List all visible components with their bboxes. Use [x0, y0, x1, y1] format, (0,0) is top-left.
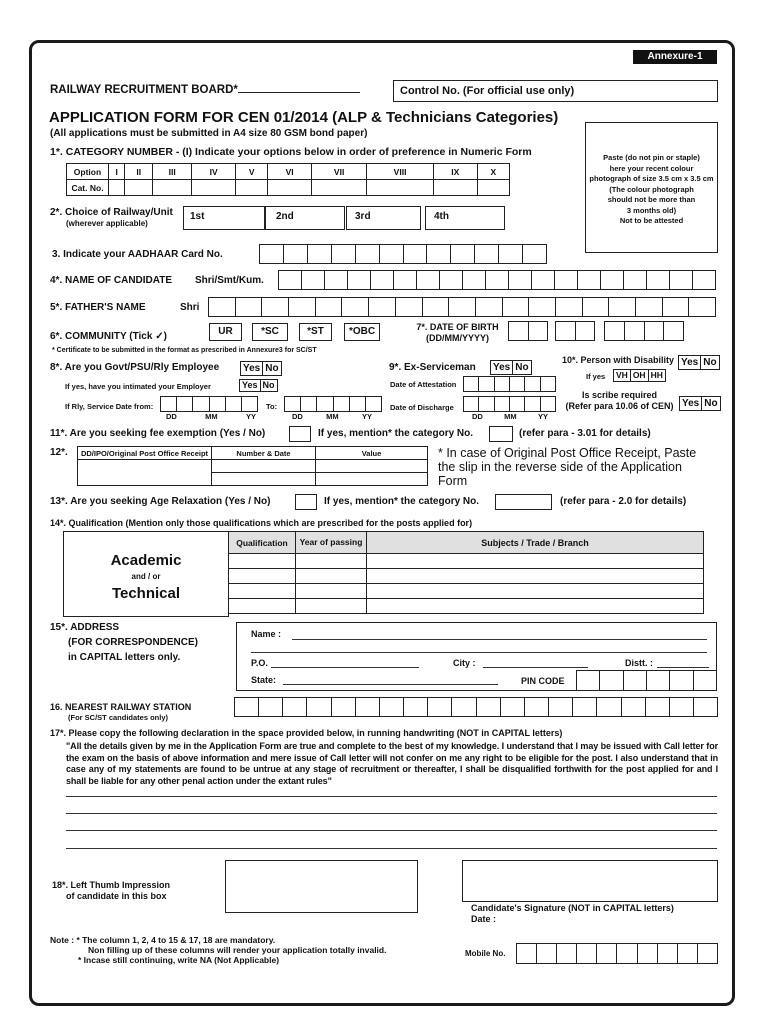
option-col: VII: [312, 164, 367, 180]
technical-title: Technical: [111, 585, 181, 602]
community-obc[interactable]: *OBC: [344, 323, 380, 341]
community-st[interactable]: *ST: [299, 323, 332, 341]
scribe-yes-no[interactable]: [679, 396, 721, 411]
payment-table: [77, 446, 428, 486]
q13-ref: (refer para - 2.0 for details): [560, 496, 687, 507]
intimated-yes-no[interactable]: [239, 379, 278, 392]
service-from-label: If Rly, Service Date from:: [65, 402, 154, 411]
po-line[interactable]: [271, 667, 419, 668]
community-sc[interactable]: *SC: [252, 323, 288, 341]
option-col: I: [109, 164, 125, 180]
and-or-text: and / or: [131, 572, 161, 581]
mobile-input[interactable]: [516, 943, 718, 964]
cat-no-cell[interactable]: [153, 180, 192, 196]
railway-choice-4[interactable]: 4th: [425, 206, 505, 230]
q10-label: 10*. Person with Disability: [562, 355, 675, 365]
no-option[interactable]: No: [704, 398, 718, 409]
col-header: Year of passing: [296, 532, 367, 554]
yes-option[interactable]: Yes: [491, 361, 513, 374]
railway-choice-1[interactable]: 1st: [183, 206, 265, 230]
q11-ref: (refer para - 3.01 for details): [519, 428, 651, 439]
discharge-date[interactable]: [463, 396, 556, 412]
qualification-cell[interactable]: [229, 599, 296, 614]
col-header: Qualification: [229, 532, 296, 554]
age-category-input[interactable]: [495, 494, 552, 510]
col-header: Subjects / Trade / Branch: [367, 532, 704, 554]
q3-label: 3. Indicate your AADHAAR Card No.: [52, 249, 223, 260]
declaration-line[interactable]: [66, 848, 717, 849]
academic-title: Academic: [110, 552, 182, 569]
hh-option[interactable]: HH: [650, 370, 663, 380]
thumb-impression-box[interactable]: [225, 860, 418, 913]
q14-label: 14*. Qualification (Mention only those qualifications which are prescribed for the posts applied for): [50, 518, 473, 528]
govt-employee-yes-no[interactable]: [240, 361, 282, 376]
q11-mention: If yes, mention* the category No.: [318, 428, 474, 439]
q13-label: 13*. Are you seeking Age Relaxation (Yes / No): [50, 496, 271, 507]
no-option[interactable]: No: [703, 357, 717, 368]
control-no-box: [393, 80, 718, 102]
pin-label: PIN CODE: [521, 676, 565, 686]
yes-option[interactable]: Yes: [240, 380, 261, 391]
address-line[interactable]: [251, 652, 707, 653]
year-cell[interactable]: [296, 569, 367, 584]
dob-month[interactable]: [555, 321, 595, 341]
declaration-line[interactable]: [66, 813, 717, 814]
cat-no-cell[interactable]: [109, 180, 125, 196]
receipt-cell[interactable]: [78, 460, 212, 486]
qualification-table: [228, 531, 704, 614]
cat-no-cell[interactable]: [312, 180, 367, 196]
qualification-cell[interactable]: [229, 584, 296, 599]
q12-note: * In case of Original Post Office Receipt, Paste the slip in the reverse side of the Application Form: [438, 446, 697, 488]
subject-cell[interactable]: [367, 569, 704, 584]
attestation-label: Date of Attestation: [390, 380, 457, 389]
subject-cell[interactable]: [367, 554, 704, 569]
disability-yes-no[interactable]: [678, 355, 720, 370]
control-no-label: Control No. (For official use only): [400, 85, 575, 97]
q16-sublabel: (For SC/ST candidates only): [68, 713, 169, 722]
dob-year[interactable]: [604, 321, 684, 341]
no-option[interactable]: No: [265, 363, 279, 374]
cat-no-header: Cat. No.: [67, 180, 109, 196]
qualification-cell[interactable]: [229, 569, 296, 584]
q2-sublabel: (wherever applicable): [66, 219, 148, 228]
city-label: City :: [453, 658, 476, 668]
note-1: Note : * The column 1, 2, 4 to 15 & 17, 18 are mandatory.: [50, 935, 276, 945]
cat-no-cell[interactable]: [477, 180, 509, 196]
option-col: V: [236, 164, 268, 180]
option-col: IV: [192, 164, 236, 180]
note-2: Non filling up of these columns will render your application totally invalid.: [88, 945, 387, 955]
yes-option[interactable]: Yes: [241, 362, 263, 375]
cat-no-cell[interactable]: [433, 180, 477, 196]
to-label: To:: [266, 402, 278, 411]
value-cell[interactable]: [316, 460, 428, 473]
year-cell[interactable]: [296, 584, 367, 599]
category-table: [66, 163, 510, 196]
q4-prefix: Shri/Smt/Kum.: [195, 275, 264, 286]
distt-line[interactable]: [657, 667, 709, 668]
declaration-line[interactable]: [66, 796, 717, 797]
yes-option[interactable]: Yes: [679, 356, 701, 369]
no-option[interactable]: No: [262, 380, 275, 390]
fee-category-input[interactable]: [489, 426, 513, 442]
discharge-format: DD MM YY: [472, 412, 548, 421]
signature-label: Candidate's Signature (NOT in CAPITAL letters): [471, 903, 674, 913]
declaration-text: "All the details given by me in the Application Form are true and complete to the best of my knowledge. I understand that I may be issued with Call letter for the exam on the basis of above information and mere issue of Call letter will not confer on me any right to be eligible for the post. I also understand that in case any of my statements are found to be untrue at any stage of recruitment or thereafter, I shall be disqualified forthwith for the post applied for and I shall be liable for any other penal action under the extant rules": [66, 741, 718, 786]
q18-label-1: 18*. Left Thumb Impression: [52, 880, 171, 890]
aadhaar-input[interactable]: [259, 244, 547, 264]
cat-no-cell[interactable]: [125, 180, 153, 196]
q5-prefix: Shri: [180, 302, 200, 313]
dob-day[interactable]: [508, 321, 548, 341]
q1-label: 1*. CATEGORY NUMBER - (I) Indicate your options below in order of preference in Numeric Form: [50, 146, 532, 158]
cat-no-cell[interactable]: [367, 180, 434, 196]
declaration-line[interactable]: [66, 830, 717, 831]
q11-label: 11*. Are you seeking fee exemption (Yes / No): [50, 428, 266, 439]
option-col: VIII: [367, 164, 434, 180]
fee-exemption-input[interactable]: [289, 426, 311, 442]
cat-no-cell[interactable]: [236, 180, 268, 196]
q13-mention: If yes, mention* the category No.: [324, 496, 480, 507]
community-ur[interactable]: UR: [209, 323, 242, 341]
q5-label: 5*. FATHER'S NAME: [50, 302, 146, 313]
cat-no-cell[interactable]: [268, 180, 312, 196]
vh-option[interactable]: VH: [614, 370, 631, 381]
q15-sub2: in CAPITAL letters only.: [68, 652, 181, 663]
col-header: Value: [316, 447, 428, 460]
year-cell[interactable]: [296, 554, 367, 569]
option-col: VI: [268, 164, 312, 180]
qualification-cell[interactable]: [229, 554, 296, 569]
distt-label: Distt. :: [625, 658, 653, 668]
service-to-date[interactable]: [284, 396, 382, 412]
q6-label: 6*. COMMUNITY (Tick ✓): [50, 331, 167, 342]
photo-instructions: Paste (do not pin or staple) here your recent colour photograph of size 3.5 cm x 3.5 cm (The colour photograph should not be more than 3 months old) Not to be attested: [589, 153, 714, 225]
q18-label-2: of candidate in this box: [66, 891, 167, 901]
col-header: DD/IPO/Original Post Office Receipt: [78, 447, 212, 460]
age-relaxation-input[interactable]: [295, 494, 317, 510]
option-col: X: [477, 164, 509, 180]
year-cell[interactable]: [296, 599, 367, 614]
q4-label: 4*. NAME OF CANDIDATE: [50, 275, 173, 286]
number-date-cell[interactable]: [212, 460, 316, 473]
signature-box[interactable]: [462, 860, 718, 902]
value-cell[interactable]: [316, 473, 428, 486]
note-3: * Incase still continuing, write NA (Not Applicable): [78, 955, 280, 965]
subject-cell[interactable]: [367, 584, 704, 599]
ex-serviceman-yes-no[interactable]: [490, 360, 532, 375]
po-label: P.O.: [251, 658, 268, 668]
railway-choice-2[interactable]: 2nd: [265, 206, 345, 230]
board-label: RAILWAY RECRUITMENT BOARD*: [50, 84, 360, 96]
if-yes-label: If yes: [586, 372, 606, 381]
intimated-label: If yes, have you intimated your Employer: [65, 382, 211, 391]
pin-code-input[interactable]: [576, 670, 717, 691]
q8-label: 8*. Are you Govt/PSU/Rly Employee: [50, 362, 220, 373]
photo-box[interactable]: [585, 122, 718, 253]
q16-label: 16. NEAREST RAILWAY STATION: [50, 702, 192, 712]
attestation-date[interactable]: [463, 376, 556, 392]
no-option[interactable]: No: [515, 362, 529, 373]
q12-label: 12*.: [50, 447, 68, 458]
option-header: Option: [67, 164, 109, 180]
option-col: III: [153, 164, 192, 180]
form-subtitle: (All applications must be submitted in A4 size 80 GSM bond paper): [50, 128, 368, 139]
option-col: IX: [433, 164, 477, 180]
mobile-label: Mobile No.: [465, 949, 506, 958]
dob-label: 7*. DATE OF BIRTH (DD/MM/YYYY): [416, 322, 499, 343]
name-line[interactable]: [292, 639, 707, 640]
oh-option[interactable]: OH: [631, 370, 649, 381]
state-line[interactable]: [283, 684, 498, 685]
academic-technical-panel: [63, 531, 229, 617]
q15-sub1: (FOR CORRESPONDENCE): [68, 637, 199, 648]
q9-label: 9*. Ex-Serviceman: [389, 362, 476, 373]
service-to-format: DD MM YY: [292, 412, 372, 421]
subject-cell[interactable]: [367, 599, 704, 614]
scribe-label: Is scribe required (Refer para 10.06 of CEN): [565, 390, 674, 411]
option-col: II: [125, 164, 153, 180]
discharge-label: Date of Discharge: [390, 403, 454, 412]
q2-label: 2*. Choice of Railway/Unit: [50, 207, 173, 218]
service-from-format: DD MM YY: [166, 412, 256, 421]
disability-type[interactable]: [613, 369, 666, 382]
col-header: Number & Date: [212, 447, 316, 460]
city-line[interactable]: [483, 667, 588, 668]
name-label: Name :: [251, 629, 282, 639]
cat-no-cell[interactable]: [192, 180, 236, 196]
service-from-date[interactable]: [160, 396, 258, 412]
father-name-input[interactable]: [208, 297, 716, 317]
number-date-cell[interactable]: [212, 473, 316, 486]
community-note: * Certificate to be submitted in the format as prescribed in Annexure3 for SC/ST: [52, 347, 317, 354]
candidate-name-input[interactable]: [278, 270, 716, 290]
form-title: APPLICATION FORM FOR CEN 01/2014 (ALP & Technicians Categories): [49, 109, 559, 126]
yes-option[interactable]: Yes: [680, 397, 702, 410]
annexure-badge: Annexure-1: [633, 50, 717, 64]
state-label: State:: [251, 675, 277, 685]
railway-choice-3[interactable]: 3rd: [346, 206, 421, 230]
date-label: Date :: [471, 914, 497, 924]
q15-label: 15*. ADDRESS: [50, 622, 120, 633]
q17-label: 17*. Please copy the following declaration in the space provided below, in running handwriting (NOT in CAPITAL letters): [50, 728, 563, 738]
railway-station-input[interactable]: [234, 697, 718, 717]
